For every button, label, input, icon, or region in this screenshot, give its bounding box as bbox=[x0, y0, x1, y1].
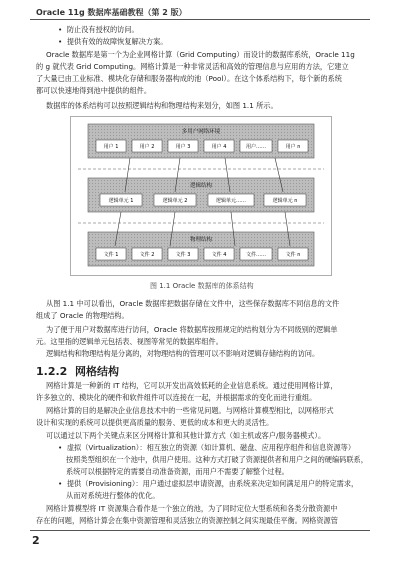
logic-box-label: 逻辑单元 1 bbox=[108, 198, 134, 204]
section-heading bbox=[36, 363, 119, 379]
paragraph-line: 了大量已由工业标准、模块化存储和服务器构成的池（Pool）。在这个体系结构下，每个新的系统 bbox=[36, 74, 342, 83]
bullet-continuation: 按照类型组织在一个池中，供用户使用。这种方式打破了资源提供者和用户之间的硬编码联系， bbox=[66, 455, 368, 464]
logic-box-label: 逻辑单元 n bbox=[272, 198, 298, 204]
bullet-text: 虚拟（Virtualization）：相互独立的资源（如计算机、磁盘、应用程序组件和信息资源等） bbox=[66, 443, 356, 452]
user-box-label: 用户 n bbox=[285, 144, 301, 150]
user-box-label: 用户 4 bbox=[211, 144, 227, 150]
file-box-label: 文件 n bbox=[285, 252, 301, 258]
paragraph-line: 网格计算是一种新的 IT 结构，它可以开发出高效低耗的企业信息系统。通过使用网格计算， bbox=[46, 381, 338, 390]
bullet-item: • 防止没有授权的访问。 bbox=[58, 25, 139, 34]
footer-rule bbox=[30, 530, 370, 531]
paragraph-line: 为了便于用户对数据库进行访问，Oracle 将数据库按照规定的结构划分为不同级别的逻辑单 bbox=[46, 325, 338, 334]
user-box-label: 用户 3 bbox=[175, 144, 191, 150]
running-header: Oracle 11g 数据库基础教程（第 2 版） bbox=[36, 8, 187, 17]
bullet-item: • 提供有效的故障恢复解决方案。 bbox=[58, 37, 168, 46]
layer2-title: 逻辑结构 bbox=[189, 183, 213, 189]
file-box-label: 文件 3 bbox=[175, 252, 191, 258]
paragraph-line: 数据库的体系结构可以按照逻辑结构和物理结构来划分，如图 1.1 所示。 bbox=[46, 101, 278, 110]
logic-box-label: 逻辑单元 2 bbox=[162, 198, 188, 204]
paragraph-line: 都可以快速地得到池中提供的组件。 bbox=[36, 86, 152, 95]
section-number: 1.2.2 bbox=[36, 365, 68, 378]
paragraph-line: 逻辑结构和物理结构是分离的，对物理结构的管理可以不影响对逻辑存储结构的访问。 bbox=[46, 349, 320, 358]
bullet-text: 提供（Provisioning）：用户通过虚拟层申请资源，由系统来决定如何满足用户的特定需求， bbox=[66, 479, 359, 488]
paragraph-line: 可以通过以下两个关键点来区分网格计算和其他计算方式（如主机或客户/服务器模式）。 bbox=[46, 431, 326, 440]
logic-box-label: 逻辑单元…… bbox=[215, 198, 247, 204]
file-box-label: 文件 4 bbox=[211, 252, 227, 258]
bullet-item: • 提供（Provisioning）：用户通过虚拟层申请资源，由系统来决定如何满足用户的特定需求， bbox=[58, 479, 359, 488]
architecture-figure bbox=[70, 116, 332, 276]
paragraph-line: 网格计算模型将 IT 资源集合看作是一个独立的池，为了同时定位大型系统和各类分散资源中 bbox=[46, 504, 338, 513]
layer1-title: 多用户网络环境 bbox=[181, 129, 221, 135]
layer3-title: 物理结构 bbox=[189, 237, 213, 243]
bullet-continuation: 从而对系统进行整体的优化。 bbox=[66, 491, 160, 500]
user-box-label: 用户 1 bbox=[103, 144, 119, 150]
paragraph-line: 设计和实现的系统可以提供更高质量的服务、更低的成本和更大的灵活性。 bbox=[36, 418, 274, 427]
bullet-text: 防止没有授权的访问。 bbox=[66, 25, 139, 34]
file-box-label: 文件 1 bbox=[103, 252, 119, 258]
paragraph-line: Oracle 数据库是第一个为企业网格计算（Grid Computing）而设计的数据库系统，Oracle 11g bbox=[46, 50, 355, 59]
paragraph-line: 从图 1.1 中可以看出，Oracle 数据库把数据存储在文件中，这些保存数据库不同信息的文件 bbox=[46, 299, 340, 308]
user-box-label: 用户…… bbox=[245, 144, 267, 150]
file-box-label: 文件…… bbox=[245, 252, 267, 258]
header-rule bbox=[30, 19, 370, 20]
paragraph-line: 存在的问题，网格计算会在集中资源管理和灵活独立的资源控制之间实现最佳平衡。网格资源管 bbox=[36, 516, 338, 525]
paragraph-line: 的 g 就代表 Grid Computing。网格计算是一种非常灵活和高效的管理信息与应用的方法，它建立 bbox=[36, 62, 349, 71]
section-title: 网格结构 bbox=[75, 365, 119, 378]
bullet-text: 提供有效的故障恢复解决方案。 bbox=[66, 37, 168, 46]
paragraph-line: 许多独立的、模块化的硬件和软件组件可以连接在一起，并根据需求的变化而进行重组。 bbox=[36, 393, 317, 402]
bullet-continuation: 系统可以根据特定的需要自动准备资源，而用户不需要了解整个过程。 bbox=[66, 467, 289, 476]
file-box-label: 文件 2 bbox=[139, 252, 155, 258]
page-number: 2 bbox=[32, 534, 40, 547]
paragraph-line: 网格计算的目的是解决企业信息技术中的一些常见问题。与网格计算模型相比，以网格形式 bbox=[46, 406, 334, 415]
figure-caption: 图 1.1 Oracle 数据库的体系结构 bbox=[150, 282, 254, 290]
paragraph-line: 组成了 Oracle 的物理结构。 bbox=[36, 311, 129, 320]
bullet-item: • 虚拟（Virtualization）：相互独立的资源（如计算机、磁盘、应用程序组件和信息资源等） bbox=[58, 443, 356, 452]
paragraph-line: 元。这里指的逻辑单元包括表、视图等常见的数据库组件。 bbox=[36, 337, 223, 346]
user-box-label: 用户 2 bbox=[139, 144, 155, 150]
